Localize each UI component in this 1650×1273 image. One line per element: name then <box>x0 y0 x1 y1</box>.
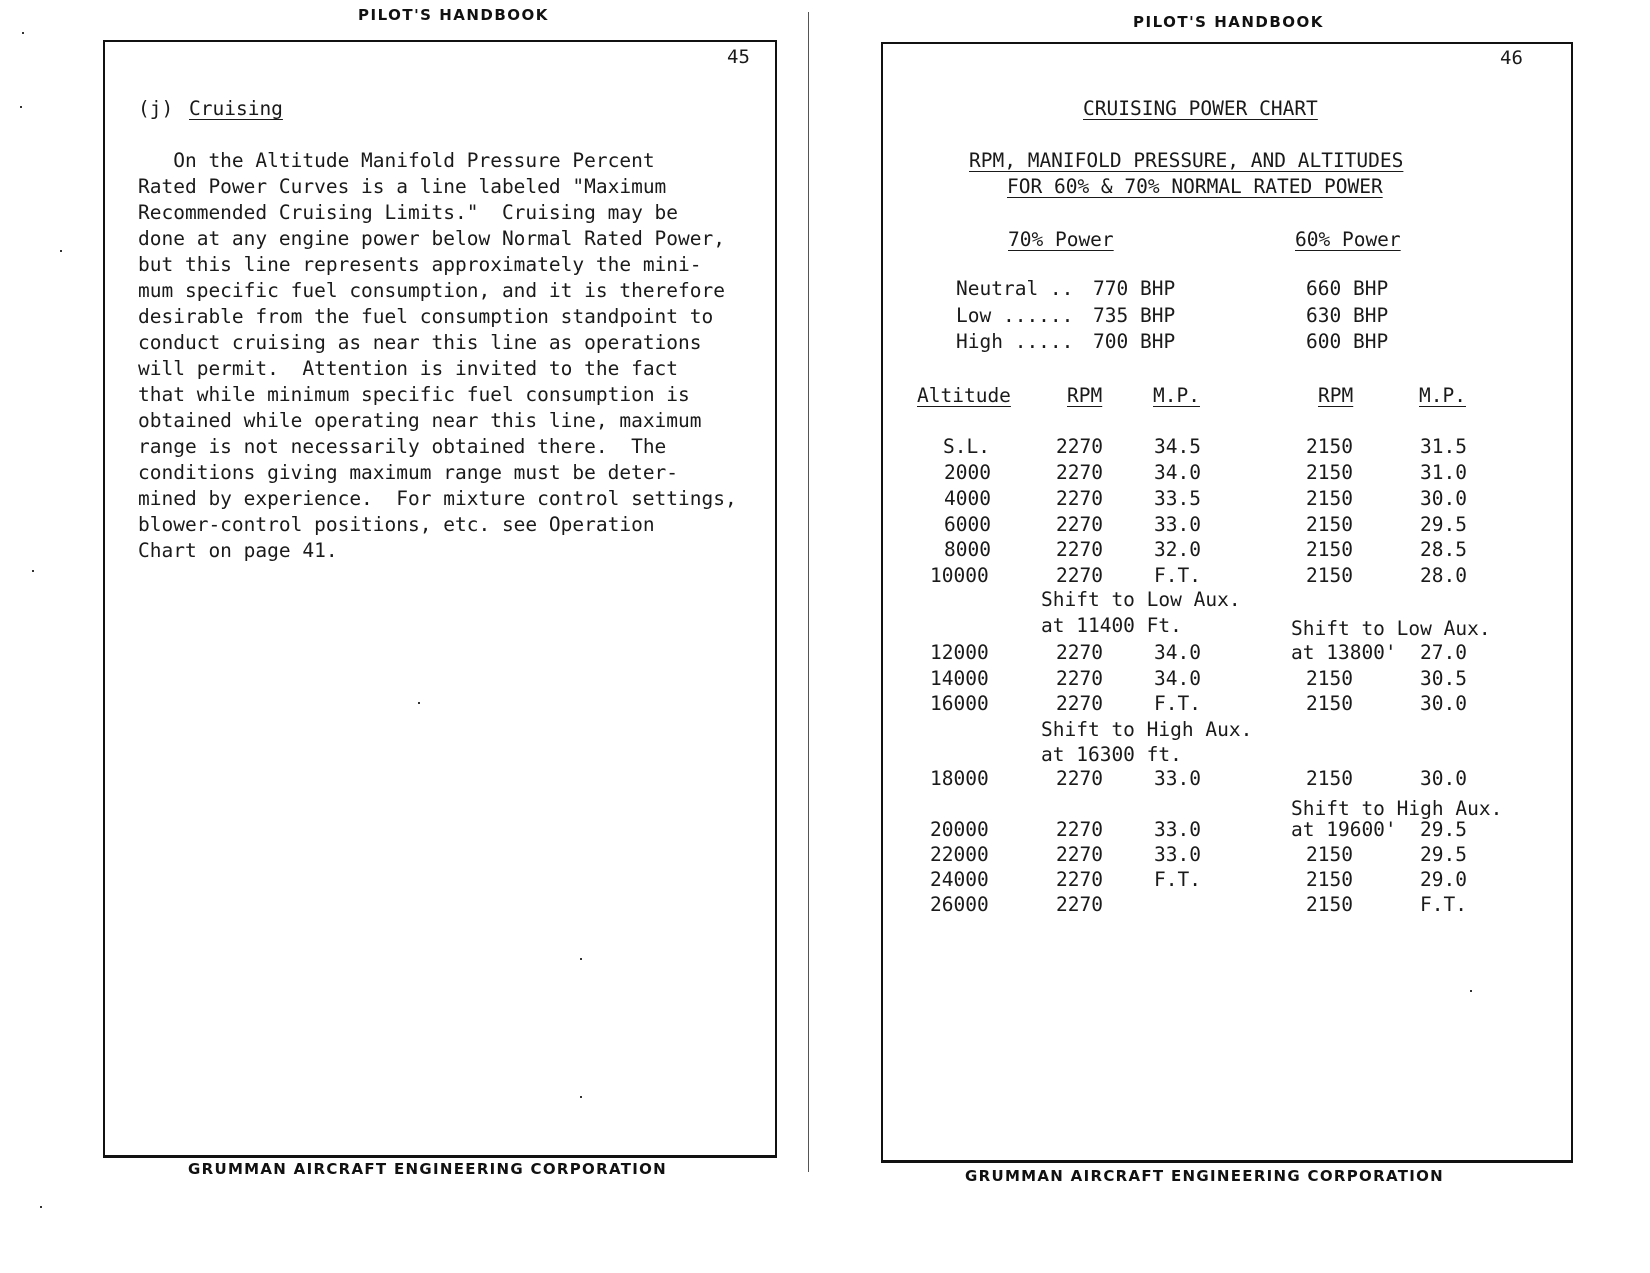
rpm-60-cell: 2150 <box>1306 868 1353 891</box>
note-low-aux-70: Shift to Low Aux. <box>1041 588 1241 611</box>
mp-70-cell: 34.5 <box>1154 435 1201 458</box>
scan-speck <box>418 702 420 704</box>
rpm-60-cell: 2150 <box>1306 893 1353 916</box>
mp-70-cell: 33.0 <box>1154 767 1201 790</box>
paragraph-line: done at any engine power below Normal Rated Power, <box>138 227 725 250</box>
rpm-70-cell: 2270 <box>1056 564 1103 587</box>
rpm-70-cell: 2270 <box>1056 893 1103 916</box>
bhp-70-value: 770 BHP <box>1093 277 1176 300</box>
scan-speck <box>40 1206 42 1208</box>
mp-60-cell: 30.0 <box>1420 692 1467 715</box>
rpm-60-cell: 2150 <box>1306 513 1353 536</box>
mp-60-cell: 30.0 <box>1420 487 1467 510</box>
rpm-60-cell: 2150 <box>1306 564 1353 587</box>
bhp-blower-label: Low ...... <box>956 303 1074 327</box>
altitude-cell: 22000 <box>930 843 989 866</box>
mp-70-cell: 33.0 <box>1154 513 1201 536</box>
rpm-60-cell: 2150 <box>1306 843 1353 866</box>
altitude-cell: 6000 <box>944 513 991 536</box>
mp-60-cell: 31.0 <box>1420 461 1467 484</box>
mp-60-cell: 31.5 <box>1420 435 1467 458</box>
paragraph-line: Recommended Cruising Limits." Cruising may be <box>138 201 679 224</box>
right-page-footer: GRUMMAN AIRCRAFT ENGINEERING CORPORATION <box>965 1167 1445 1185</box>
rpm-70-cell: 2270 <box>1056 868 1103 891</box>
bhp-60-value: 600 BHP <box>1306 330 1389 353</box>
paragraph-line: conduct cruising as near this line as operations <box>138 331 702 354</box>
left-page-footer: GRUMMAN AIRCRAFT ENGINEERING CORPORATION <box>188 1160 668 1178</box>
note-low-aux-70-altitude: at 11400 Ft. <box>1041 614 1182 637</box>
mp-60-cell: 27.0 <box>1420 641 1467 664</box>
cruising-paragraph <box>138 148 737 564</box>
altitude-cell: 12000 <box>930 641 989 664</box>
altitude-cell: 10000 <box>930 564 989 587</box>
chart-subtitle-2: FOR 60% & 70% NORMAL RATED POWER <box>1007 175 1383 198</box>
chart-title: CRUISING POWER CHART <box>1083 97 1318 120</box>
left-page-number: 45 <box>727 46 750 68</box>
rpm-70-cell: 2270 <box>1056 435 1103 458</box>
paragraph-line: mum specific fuel consumption, and it is therefore <box>138 279 725 302</box>
scan-speck <box>32 570 34 572</box>
rpm-70-cell: 2270 <box>1056 513 1103 536</box>
left-page-header: PILOT'S HANDBOOK <box>358 6 549 24</box>
mp-70-cell: 32.0 <box>1154 538 1201 561</box>
mp-60-cell: 29.5 <box>1420 818 1467 841</box>
mp-70-cell: 33.5 <box>1154 487 1201 510</box>
rpm-60-cell: 2150 <box>1306 767 1353 790</box>
altitude-cell: 18000 <box>930 767 989 790</box>
scan-speck <box>22 32 24 34</box>
mp-60-cell: 30.0 <box>1420 767 1467 790</box>
paragraph-line: desirable from the fuel consumption standpoint to <box>138 305 714 328</box>
rpm-70-cell: 2270 <box>1056 667 1103 690</box>
scan-speck <box>20 106 22 108</box>
power-70-heading: 70% Power <box>1008 228 1114 251</box>
mp-60-cell: 28.0 <box>1420 564 1467 587</box>
rpm-70-cell: 2270 <box>1056 641 1103 664</box>
mp-70-cell: 33.0 <box>1154 843 1201 866</box>
altitude-cell: 2000 <box>944 461 991 484</box>
rpm-70-cell: 2270 <box>1056 538 1103 561</box>
section-title: Cruising <box>189 97 283 120</box>
rpm-60-cell: 2150 <box>1306 667 1353 690</box>
rpm-60-cell: at 19600' <box>1291 818 1397 841</box>
note-high-aux-70: Shift to High Aux. <box>1041 718 1253 741</box>
mp-70-cell: 34.0 <box>1154 641 1201 664</box>
right-page-header: PILOT'S HANDBOOK <box>1133 13 1324 31</box>
mp-70-cell: F.T. <box>1154 692 1201 715</box>
scan-speck <box>580 958 582 960</box>
chart-subtitle-1: RPM, MANIFOLD PRESSURE, AND ALTITUDES <box>969 149 1404 172</box>
mp-70-cell: 34.0 <box>1154 461 1201 484</box>
altitude-cell: 16000 <box>930 692 989 715</box>
rpm-60-cell: 2150 <box>1306 461 1353 484</box>
mp-60-cell: 29.0 <box>1420 868 1467 891</box>
mp-70-cell: 33.0 <box>1154 818 1201 841</box>
col-header-altitude: Altitude <box>917 384 1011 407</box>
col-header-rpm-60: RPM <box>1318 384 1354 407</box>
paragraph-line: that while minimum specific fuel consumption is <box>138 383 690 406</box>
bhp-70-value: 700 BHP <box>1093 330 1176 353</box>
scan-speck <box>580 1096 582 1098</box>
rpm-70-cell: 2270 <box>1056 487 1103 510</box>
bhp-60-value: 630 BHP <box>1306 303 1389 327</box>
col-header-rpm-70: RPM <box>1067 384 1103 407</box>
rpm-60-cell: 2150 <box>1306 487 1353 510</box>
rpm-70-cell: 2270 <box>1056 843 1103 866</box>
rpm-60-cell: at 13800' <box>1291 641 1397 664</box>
power-60-heading: 60% Power <box>1295 228 1401 251</box>
paragraph-line: will permit. Attention is invited to the fact <box>138 357 679 380</box>
altitude-cell: S.L. <box>943 435 990 458</box>
note-high-aux-70-altitude: at 16300 ft. <box>1041 743 1182 766</box>
rpm-60-cell: 2150 <box>1306 538 1353 561</box>
paragraph-line: Rated Power Curves is a line labeled "Maximum <box>138 175 667 198</box>
mp-60-cell: 29.5 <box>1420 843 1467 866</box>
note-high-aux-60: Shift to High Aux. <box>1291 797 1503 820</box>
bhp-blower-label: Neutral .. <box>956 277 1074 300</box>
col-header-mp-70: M.P. <box>1153 384 1200 407</box>
paragraph-line: mined by experience. For mixture control settings, <box>138 487 737 510</box>
note-low-aux-60: Shift to Low Aux. <box>1291 617 1491 640</box>
scan-speck <box>1470 990 1472 992</box>
mp-60-cell: 29.5 <box>1420 513 1467 536</box>
paragraph-line: conditions giving maximum range must be deter- <box>138 461 679 484</box>
right-page-number: 46 <box>1500 47 1523 69</box>
mp-60-cell: 30.5 <box>1420 667 1467 690</box>
altitude-cell: 20000 <box>930 818 989 841</box>
altitude-cell: 26000 <box>930 893 989 916</box>
altitude-cell: 24000 <box>930 868 989 891</box>
bhp-blower-label: High ..... <box>956 330 1074 353</box>
paragraph-line: obtained while operating near this line, maximum <box>138 409 702 432</box>
mp-70-cell: 34.0 <box>1154 667 1201 690</box>
paragraph-line: Chart on page 41. <box>138 539 338 562</box>
paragraph-line: On the Altitude Manifold Pressure Percent <box>138 149 655 172</box>
altitude-cell: 8000 <box>944 538 991 561</box>
rpm-70-cell: 2270 <box>1056 461 1103 484</box>
rpm-60-cell: 2150 <box>1306 435 1353 458</box>
bhp-60-value: 660 BHP <box>1306 277 1389 300</box>
rpm-70-cell: 2270 <box>1056 767 1103 790</box>
paragraph-line: but this line represents approximately the mini- <box>138 253 702 276</box>
altitude-cell: 4000 <box>944 487 991 510</box>
page-gutter-divider <box>808 12 809 1172</box>
mp-70-cell: F.T. <box>1154 564 1201 587</box>
paragraph-line: blower-control positions, etc. see Operation <box>138 513 655 536</box>
paragraph-line: range is not necessarily obtained there. The <box>138 435 667 458</box>
rpm-70-cell: 2270 <box>1056 818 1103 841</box>
mp-60-cell: F.T. <box>1420 893 1467 916</box>
rpm-70-cell: 2270 <box>1056 692 1103 715</box>
rpm-60-cell: 2150 <box>1306 692 1353 715</box>
mp-70-cell: F.T. <box>1154 868 1201 891</box>
col-header-mp-60: M.P. <box>1419 384 1466 407</box>
bhp-70-value: 735 BHP <box>1093 303 1176 327</box>
mp-60-cell: 28.5 <box>1420 538 1467 561</box>
section-label: (j) <box>138 97 174 120</box>
scan-speck <box>60 250 62 252</box>
altitude-cell: 14000 <box>930 667 989 690</box>
